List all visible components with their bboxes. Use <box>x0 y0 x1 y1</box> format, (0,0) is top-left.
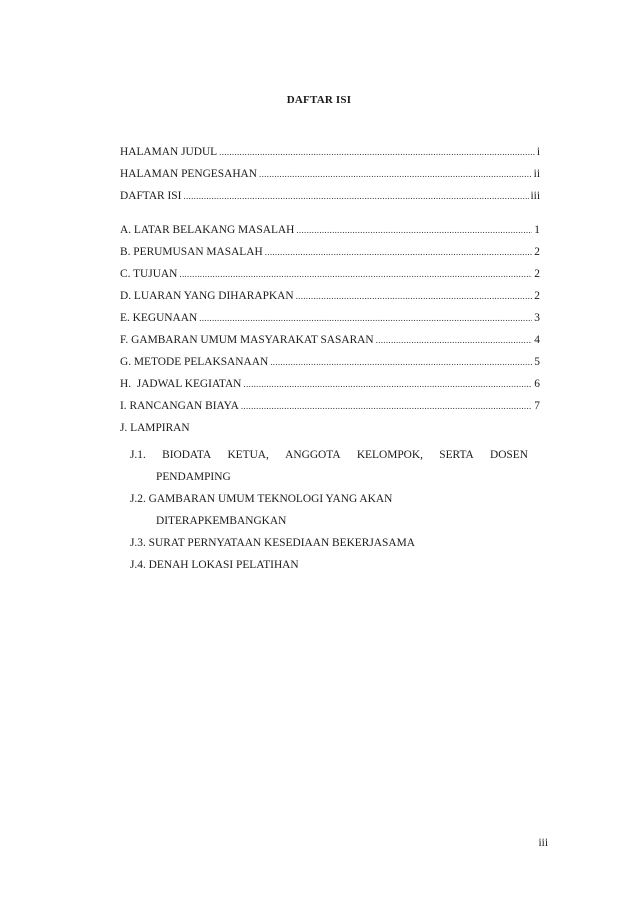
section-gap <box>120 212 540 224</box>
dot-leader <box>296 291 533 301</box>
dot-leader <box>265 247 533 257</box>
toc-entry-metode[interactable] <box>120 356 540 378</box>
toc-entry-label: DAFTAR ISI <box>120 190 182 202</box>
dot-leader <box>241 401 532 411</box>
toc-entry-jadwal[interactable] <box>120 378 540 400</box>
appendix-item-surat-pernyataan[interactable] <box>120 532 540 554</box>
table-of-contents <box>120 146 540 576</box>
toc-entry-latar-belakang[interactable] <box>120 224 540 246</box>
toc-entry-lampiran[interactable] <box>120 422 540 444</box>
toc-entry-gambaran-umum[interactable] <box>120 334 540 356</box>
appendix-word: BIODATA <box>162 449 212 461</box>
toc-entry-daftar-isi[interactable] <box>120 190 540 212</box>
dot-leader <box>270 357 532 367</box>
toc-entry-kegunaan[interactable] <box>120 312 540 334</box>
appendix-item-continuation: DITERAPKEMBANGKAN <box>156 515 287 527</box>
toc-entry-luaran[interactable] <box>120 290 540 312</box>
appendix-item-teknologi[interactable] <box>120 488 540 532</box>
toc-entry-label: F. GAMBARAN UMUM MASYARAKAT SASARAN <box>120 334 374 346</box>
toc-entry-page: 1 <box>534 224 540 236</box>
toc-entry-page: 2 <box>534 290 540 302</box>
dot-leader <box>183 191 528 201</box>
dot-leader <box>243 379 532 389</box>
toc-entry-page: iii <box>530 190 540 202</box>
page-title: DAFTAR ISI <box>286 94 352 106</box>
toc-entry-halaman-judul[interactable] <box>120 146 540 168</box>
toc-entry-label: HALAMAN PENGESAHAN <box>120 168 258 180</box>
appendix-item-denah-lokasi[interactable] <box>120 554 540 576</box>
toc-entry-page: i <box>536 146 540 158</box>
toc-entry-page: 2 <box>534 246 540 258</box>
toc-entry-page: 7 <box>534 400 540 412</box>
toc-entry-page: ii <box>533 168 540 180</box>
toc-entry-label: I. RANCANGAN BIAYA <box>120 400 239 412</box>
dot-leader <box>376 335 533 345</box>
toc-entry-label: H. JADWAL KEGIATAN <box>120 378 242 390</box>
toc-entry-page: 2 <box>534 268 540 280</box>
toc-entry-label: B. PERUMUSAN MASALAH <box>120 246 263 258</box>
dot-leader <box>179 269 532 279</box>
appendix-word: ANGGOTA <box>285 449 341 461</box>
toc-entry-page: 3 <box>534 312 540 324</box>
toc-entry-label: HALAMAN JUDUL <box>120 146 218 158</box>
appendix-word: DOSEN <box>489 449 528 461</box>
toc-entry-label: D. LUARAN YANG DIHARAPKAN <box>120 290 294 302</box>
appendix-item-line: J.3. SURAT PERNYATAAN KESEDIAAN BEKERJASAMA <box>130 537 415 549</box>
appendix-item-line: J.4. DENAH LOKASI PELATIHAN <box>130 559 299 571</box>
appendix-item-biodata[interactable] <box>120 444 540 488</box>
dot-leader <box>219 147 535 157</box>
toc-entry-label: E. KEGUNAAN <box>120 312 198 324</box>
appendix-word: KELOMPOK, <box>356 449 423 461</box>
dot-leader <box>199 313 532 323</box>
appendix-word: KETUA, <box>227 449 269 461</box>
toc-entry-label: A. LATAR BELAKANG MASALAH <box>120 224 295 236</box>
appendix-word: J.1. <box>130 449 146 461</box>
toc-entry-halaman-pengesahan[interactable] <box>120 168 540 190</box>
dot-leader <box>259 169 532 179</box>
toc-entry-tujuan[interactable] <box>120 268 540 290</box>
appendix-item-line: J.2. GAMBARAN UMUM TEKNOLOGI YANG AKAN <box>130 493 393 505</box>
toc-entry-page: 4 <box>534 334 540 346</box>
toc-entry-rancangan-biaya[interactable] <box>120 400 540 422</box>
appendix-item-continuation: PENDAMPING <box>156 471 231 483</box>
page-number: iii <box>538 837 548 849</box>
appendix-word: SERTA <box>439 449 474 461</box>
toc-entry-page: 5 <box>534 356 540 368</box>
toc-entry-perumusan-masalah[interactable] <box>120 246 540 268</box>
toc-entry-label: C. TUJUAN <box>120 268 178 280</box>
toc-entry-page: 6 <box>534 378 540 390</box>
toc-entry-label: J. LAMPIRAN <box>120 422 190 434</box>
appendix-item-line <box>130 444 528 466</box>
dot-leader <box>296 225 532 235</box>
toc-entry-label: G. METODE PELAKSANAAN <box>120 356 269 368</box>
